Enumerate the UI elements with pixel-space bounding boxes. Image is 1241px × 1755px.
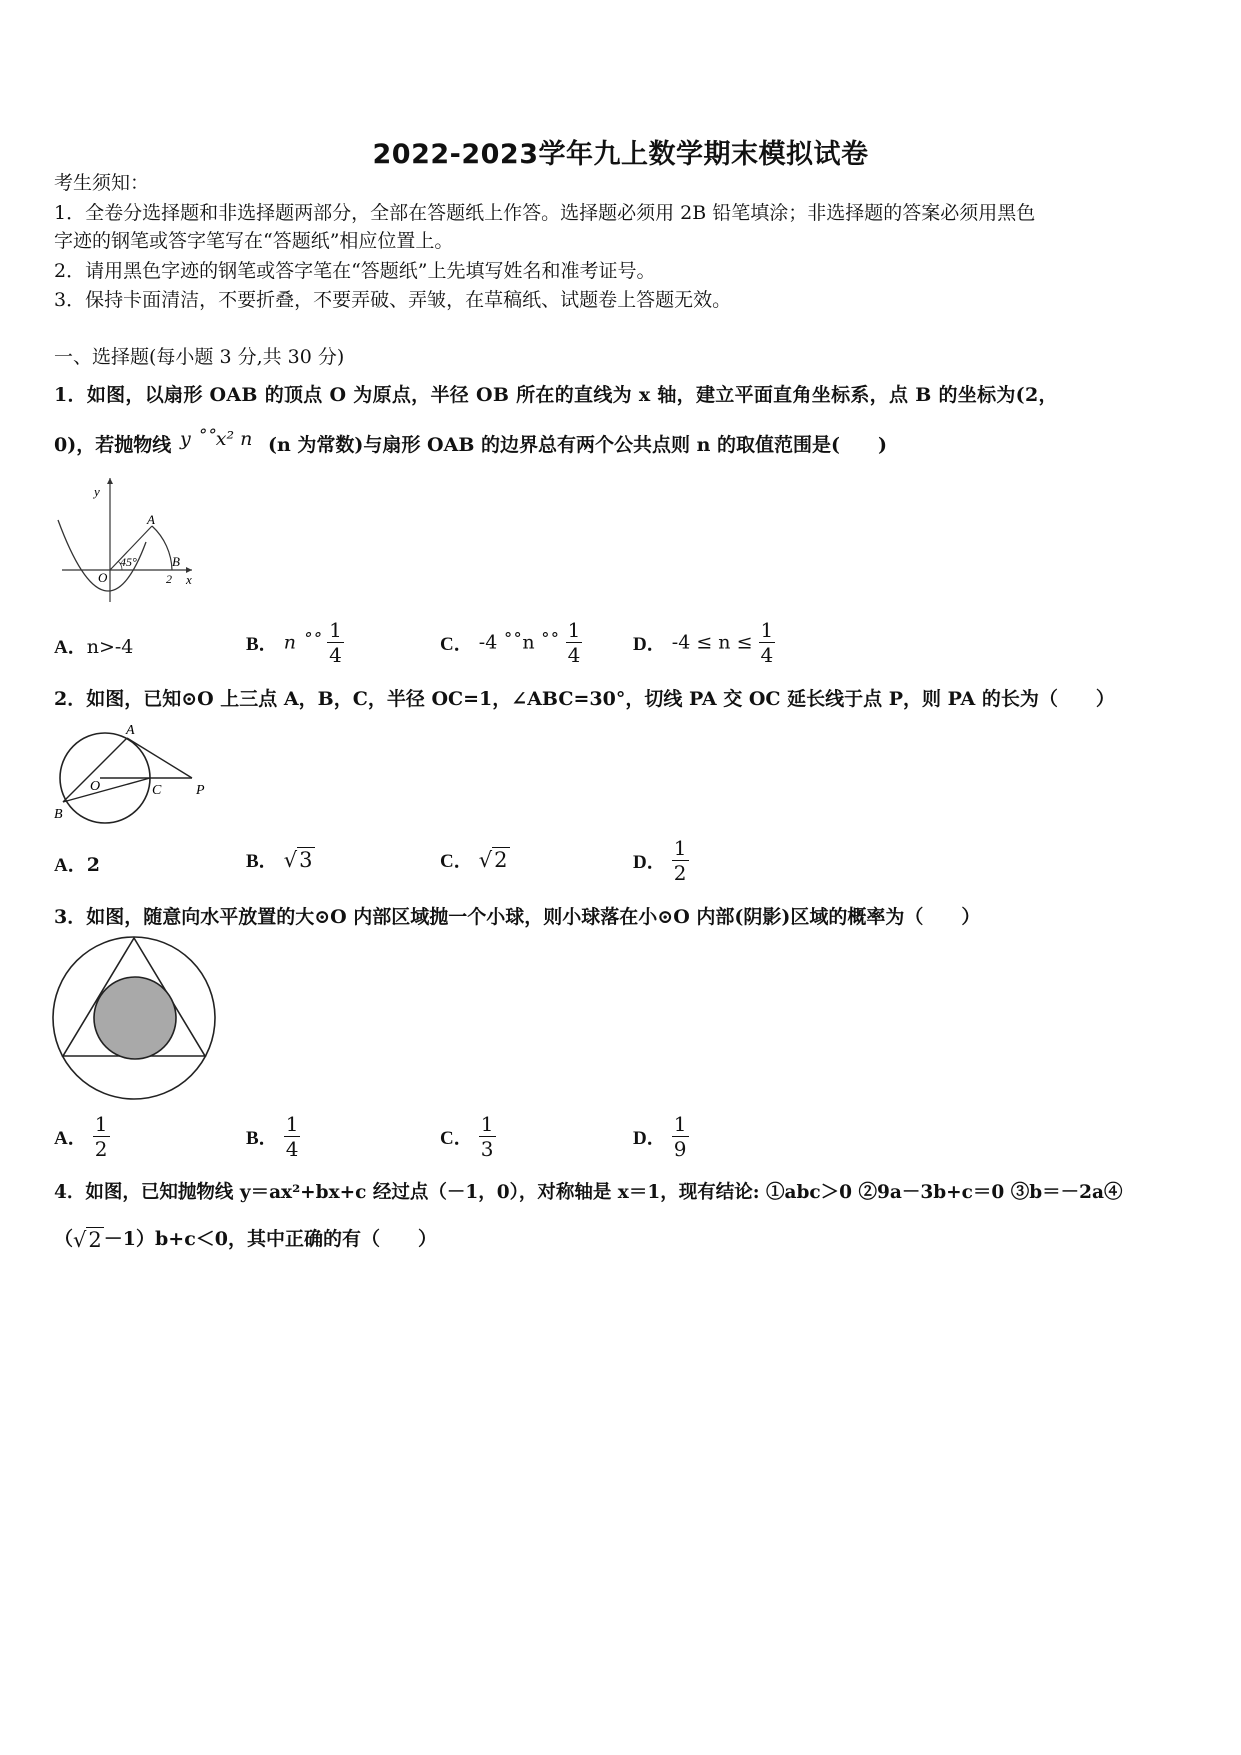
fraction bbox=[672, 1112, 689, 1161]
q3-option-d[interactable] bbox=[633, 1112, 689, 1161]
option-label: B． bbox=[246, 1128, 278, 1149]
radicand: 3 bbox=[299, 847, 313, 872]
q2-option-d[interactable] bbox=[633, 836, 689, 885]
denominator: 2 bbox=[673, 861, 687, 885]
question-4-line-2a: （ bbox=[54, 1228, 74, 1250]
fraction bbox=[759, 618, 776, 667]
q2-option-b[interactable] bbox=[246, 846, 315, 873]
question-3-text: 3．如图，随意向水平放置的大⊙O 内部区域抛一个小球，则小球落在小⊙O 内部(阴影)区域的概率为（ ） bbox=[54, 906, 981, 928]
denominator: 2 bbox=[94, 1137, 108, 1161]
fraction bbox=[672, 836, 689, 885]
question-4-line-1: 4．如图，已知抛物线 y＝ax²+bx+c 经过点（－1，0），对称轴是 x＝1，现有结论: ①abc＞0 ②9a－3b+c＝0 ③b＝－2a④ bbox=[54, 1182, 1123, 1203]
label-c: C bbox=[152, 783, 162, 798]
section-heading: 一、选择题(每小题 3 分,共 30 分) bbox=[54, 346, 345, 368]
option-label: B． bbox=[246, 851, 278, 872]
numerator: 1 bbox=[673, 836, 687, 860]
numerator: 1 bbox=[480, 1112, 494, 1136]
notice-line-1b: 字迹的钢笔或答字笔写在“答题纸”相应位置上。 bbox=[54, 230, 454, 252]
label-y: y bbox=[94, 484, 100, 499]
option-label: A． bbox=[54, 855, 87, 876]
sqrt: √2 bbox=[73, 1228, 102, 1252]
notice-line-1: 1．全卷分选择题和非选择题两部分，全部在答题纸上作答。选择题必须用 2B 铅笔填涂；非选择题的答案必须用黑色 bbox=[54, 202, 1036, 224]
option-text: n>-4 bbox=[86, 636, 134, 658]
option-label: D． bbox=[633, 634, 666, 655]
label-b: B bbox=[54, 807, 63, 822]
q1-option-b[interactable] bbox=[246, 618, 344, 667]
q2-option-c[interactable] bbox=[440, 846, 510, 873]
question-3-figure bbox=[50, 934, 220, 1102]
fraction bbox=[479, 1112, 496, 1161]
sqrt: √3 bbox=[283, 847, 313, 872]
question-2-figure bbox=[50, 720, 220, 830]
option-label: C． bbox=[440, 634, 473, 655]
option-label: C． bbox=[440, 851, 473, 872]
page-title: 2022-2023学年九上数学期末模拟试卷 bbox=[372, 139, 869, 170]
q3-option-a[interactable] bbox=[54, 1112, 110, 1161]
label-x: x bbox=[186, 572, 192, 587]
q1-option-a[interactable] bbox=[54, 632, 133, 659]
sqrt: √2 bbox=[478, 847, 508, 872]
option-text: n ˚˚ bbox=[283, 631, 322, 654]
q1-option-c[interactable] bbox=[440, 618, 582, 667]
label-a: A bbox=[126, 723, 135, 738]
option-label: C． bbox=[440, 1128, 473, 1149]
option-label: B． bbox=[246, 634, 278, 655]
question-4-line-2 bbox=[54, 1224, 437, 1252]
fraction bbox=[284, 1112, 301, 1161]
sector-arc bbox=[152, 526, 172, 570]
denominator: 4 bbox=[329, 643, 342, 667]
denominator: 4 bbox=[567, 643, 581, 667]
label-b: B bbox=[172, 554, 180, 569]
question-1-line-2b: (n 为常数)与扇形 OAB 的边界总有两个公共点则 n 的取值范围是( ) bbox=[268, 434, 888, 456]
option-label: A． bbox=[54, 1128, 87, 1149]
numerator: 1 bbox=[760, 618, 774, 642]
radicand: 2 bbox=[88, 1228, 102, 1252]
numerator: 1 bbox=[285, 1112, 299, 1136]
question-1-line-1: 1．如图，以扇形 OAB 的顶点 O 为原点，半径 OB 所在的直线为 x 轴，建立平面直角坐标系，点 B 的坐标为(2， bbox=[54, 384, 1058, 406]
small-shaded-circle bbox=[94, 977, 176, 1059]
denominator: 9 bbox=[673, 1137, 687, 1161]
question-4-line-2b: －1）b+c＜0，其中正确的有（ ） bbox=[103, 1228, 437, 1250]
denominator: 4 bbox=[285, 1137, 299, 1161]
question-1-line-2a: 0)，若抛物线 bbox=[54, 434, 172, 456]
notice-line-3: 3．保持卡面清洁，不要折叠，不要弄破、弄皱，在草稿纸、试题卷上答题无效。 bbox=[54, 289, 732, 311]
numerator: 1 bbox=[567, 618, 581, 642]
numerator: 1 bbox=[329, 618, 342, 642]
option-text: -4 ˚˚n ˚˚ bbox=[478, 631, 560, 654]
q2-option-a[interactable] bbox=[54, 850, 100, 877]
label-a: A bbox=[147, 512, 155, 527]
q3-option-c[interactable] bbox=[440, 1112, 496, 1161]
denominator: 3 bbox=[480, 1137, 494, 1161]
chord-bc bbox=[63, 778, 150, 802]
radicand: 2 bbox=[494, 847, 508, 872]
q3-option-b[interactable] bbox=[246, 1112, 300, 1161]
option-label: D． bbox=[633, 852, 666, 873]
option-label: A． bbox=[54, 637, 87, 658]
fraction bbox=[566, 618, 583, 667]
label-o: O bbox=[90, 779, 101, 794]
label-two: 2 bbox=[166, 572, 172, 586]
label-angle: 45° bbox=[120, 555, 137, 569]
numerator: 1 bbox=[673, 1112, 687, 1136]
notice-line-2: 2．请用黑色字迹的钢笔或答字笔在“答题纸”上先填写姓名和准考证号。 bbox=[54, 260, 656, 282]
question-1-formula: y ˚˚x² n bbox=[180, 428, 253, 450]
notice-heading: 考生须知： bbox=[54, 172, 150, 194]
numerator: 1 bbox=[94, 1112, 108, 1136]
label-p: P bbox=[196, 783, 205, 798]
fraction bbox=[93, 1112, 110, 1161]
question-1-figure bbox=[50, 470, 210, 610]
denominator: 4 bbox=[760, 643, 774, 667]
q1-option-d[interactable] bbox=[633, 618, 775, 667]
option-label: D． bbox=[633, 1128, 666, 1149]
label-o: O bbox=[98, 570, 108, 585]
question-2-text: 2．如图，已知⊙O 上三点 A，B，C，半径 OC=1，∠ABC=30°，切线 PA 交 OC 延长线于点 P，则 PA 的长为（ ） bbox=[54, 688, 1115, 710]
tangent-pa bbox=[127, 738, 192, 778]
option-text: -4 ≤ n ≤ bbox=[671, 631, 753, 654]
fraction bbox=[327, 618, 344, 667]
option-text: 2 bbox=[86, 854, 100, 876]
